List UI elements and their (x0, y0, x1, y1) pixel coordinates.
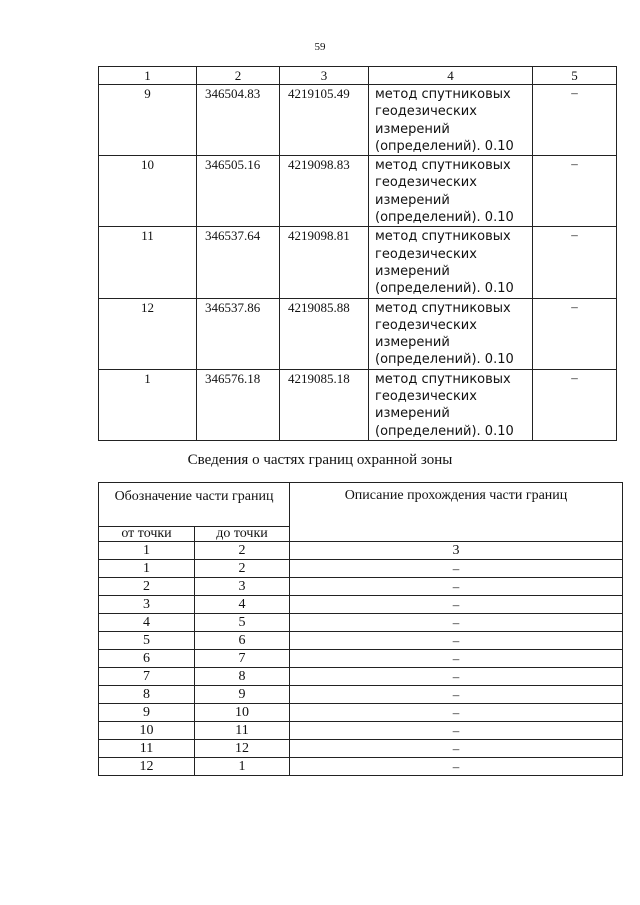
point-number: 9 (99, 85, 197, 156)
from-point: 12 (99, 758, 195, 776)
note: – (533, 156, 617, 227)
boundary-part-row (99, 722, 623, 740)
method-description (369, 85, 533, 156)
from-point: 3 (99, 596, 195, 614)
coordinates-table (98, 66, 617, 441)
boundary-description-header: Описание прохождения части границ (290, 483, 623, 542)
boundary-part-row (99, 758, 623, 776)
point-number: 1 (99, 369, 197, 440)
boundary-part-row (99, 560, 623, 578)
x-coordinate: 346537.64 (197, 227, 280, 298)
boundary-part-row (99, 650, 623, 668)
to-point: 4 (195, 596, 290, 614)
boundary-parts-table (98, 482, 623, 776)
part-description: – (290, 686, 623, 704)
boundary-part-row (99, 686, 623, 704)
point-number: 12 (99, 298, 197, 369)
to-point: 7 (195, 650, 290, 668)
to-point-header: до точки (195, 527, 290, 542)
parts-index-row (99, 542, 623, 560)
from-point-header: от точки (99, 527, 195, 542)
method-line: измерений (375, 335, 450, 351)
to-point: 10 (195, 704, 290, 722)
parts-index-2: 2 (195, 542, 290, 560)
method-line: геодезических (375, 104, 477, 120)
part-description: – (290, 758, 623, 776)
y-coordinate: 4219085.88 (280, 298, 369, 369)
part-description: – (290, 632, 623, 650)
coordinate-row (99, 369, 617, 440)
column-index-5: 5 (533, 67, 617, 85)
boundary-designation-header: Обозначение части границ (99, 483, 290, 527)
method-line: (определений). 0.10 (375, 210, 514, 226)
method-line: метод спутниковых (375, 87, 511, 102)
from-point: 11 (99, 740, 195, 758)
note: – (533, 369, 617, 440)
boundary-part-row (99, 632, 623, 650)
point-number: 10 (99, 156, 197, 227)
coordinate-row (99, 156, 617, 227)
part-description: – (290, 578, 623, 596)
from-point: 7 (99, 668, 195, 686)
column-index-1: 1 (99, 67, 197, 85)
coordinate-row (99, 298, 617, 369)
part-description: – (290, 722, 623, 740)
boundary-part-row (99, 596, 623, 614)
page-number: 59 (314, 41, 326, 53)
to-point: 5 (195, 614, 290, 632)
to-point: 1 (195, 758, 290, 776)
part-description: – (290, 596, 623, 614)
boundary-part-row (99, 740, 623, 758)
to-point: 8 (195, 668, 290, 686)
method-line: метод спутниковых (375, 371, 511, 387)
to-point: 6 (195, 632, 290, 650)
method-line: измерений (375, 406, 450, 422)
method-line: метод спутниковых (375, 158, 511, 174)
x-coordinate: 346505.16 (197, 156, 280, 227)
coordinates-header-row (99, 67, 617, 85)
coordinate-row (99, 85, 617, 156)
y-coordinate: 4219085.18 (280, 369, 369, 440)
method-description (369, 369, 533, 440)
method-line: (определений). 0.10 (375, 352, 514, 368)
boundary-part-row (99, 578, 623, 596)
method-line: измерений (375, 192, 450, 208)
from-point: 2 (99, 578, 195, 596)
column-index-3: 3 (280, 67, 369, 85)
method-line: геодезических (375, 317, 477, 333)
method-line: геодезических (375, 175, 477, 191)
method-line: измерений (375, 121, 450, 137)
to-point: 12 (195, 740, 290, 758)
method-line: метод спутниковых (375, 229, 511, 245)
boundary-part-row (99, 704, 623, 722)
method-line: (определений). 0.10 (375, 138, 514, 154)
method-description (369, 156, 533, 227)
method-description (369, 298, 533, 369)
from-point: 10 (99, 722, 195, 740)
from-point: 4 (99, 614, 195, 632)
to-point: 9 (195, 686, 290, 704)
to-point: 2 (195, 560, 290, 578)
section-title: Сведения о частях границ охранной зоны (187, 452, 453, 468)
method-line: (определений). 0.10 (375, 281, 514, 297)
method-line: геодезических (375, 246, 477, 262)
method-line: измерений (375, 263, 450, 279)
note: – (533, 227, 617, 298)
y-coordinate: 4219105.49 (280, 85, 369, 156)
x-coordinate: 346504.83 (197, 85, 280, 156)
y-coordinate: 4219098.81 (280, 227, 369, 298)
method-line: геодезических (375, 389, 477, 405)
from-point: 1 (99, 560, 195, 578)
parts-index-3: 3 (290, 542, 623, 560)
from-point: 9 (99, 704, 195, 722)
method-line: (определений). 0.10 (375, 423, 514, 439)
from-point: 5 (99, 632, 195, 650)
from-point: 6 (99, 650, 195, 668)
part-description: – (290, 650, 623, 668)
method-line: метод спутниковых (375, 300, 511, 316)
x-coordinate: 346537.86 (197, 298, 280, 369)
column-index-2: 2 (197, 67, 280, 85)
to-point: 11 (195, 722, 290, 740)
note: – (533, 85, 617, 156)
part-description: – (290, 614, 623, 632)
method-description (369, 227, 533, 298)
point-number: 11 (99, 227, 197, 298)
part-description: – (290, 740, 623, 758)
part-description: – (290, 704, 623, 722)
note: – (533, 298, 617, 369)
boundary-part-row (99, 614, 623, 632)
y-coordinate: 4219098.83 (280, 156, 369, 227)
boundary-part-row (99, 668, 623, 686)
part-description: – (290, 668, 623, 686)
from-point: 8 (99, 686, 195, 704)
column-index-4: 4 (369, 67, 533, 85)
to-point: 3 (195, 578, 290, 596)
part-description: – (290, 560, 623, 578)
x-coordinate: 346576.18 (197, 369, 280, 440)
coordinate-row (99, 227, 617, 298)
parts-index-1: 1 (99, 542, 195, 560)
